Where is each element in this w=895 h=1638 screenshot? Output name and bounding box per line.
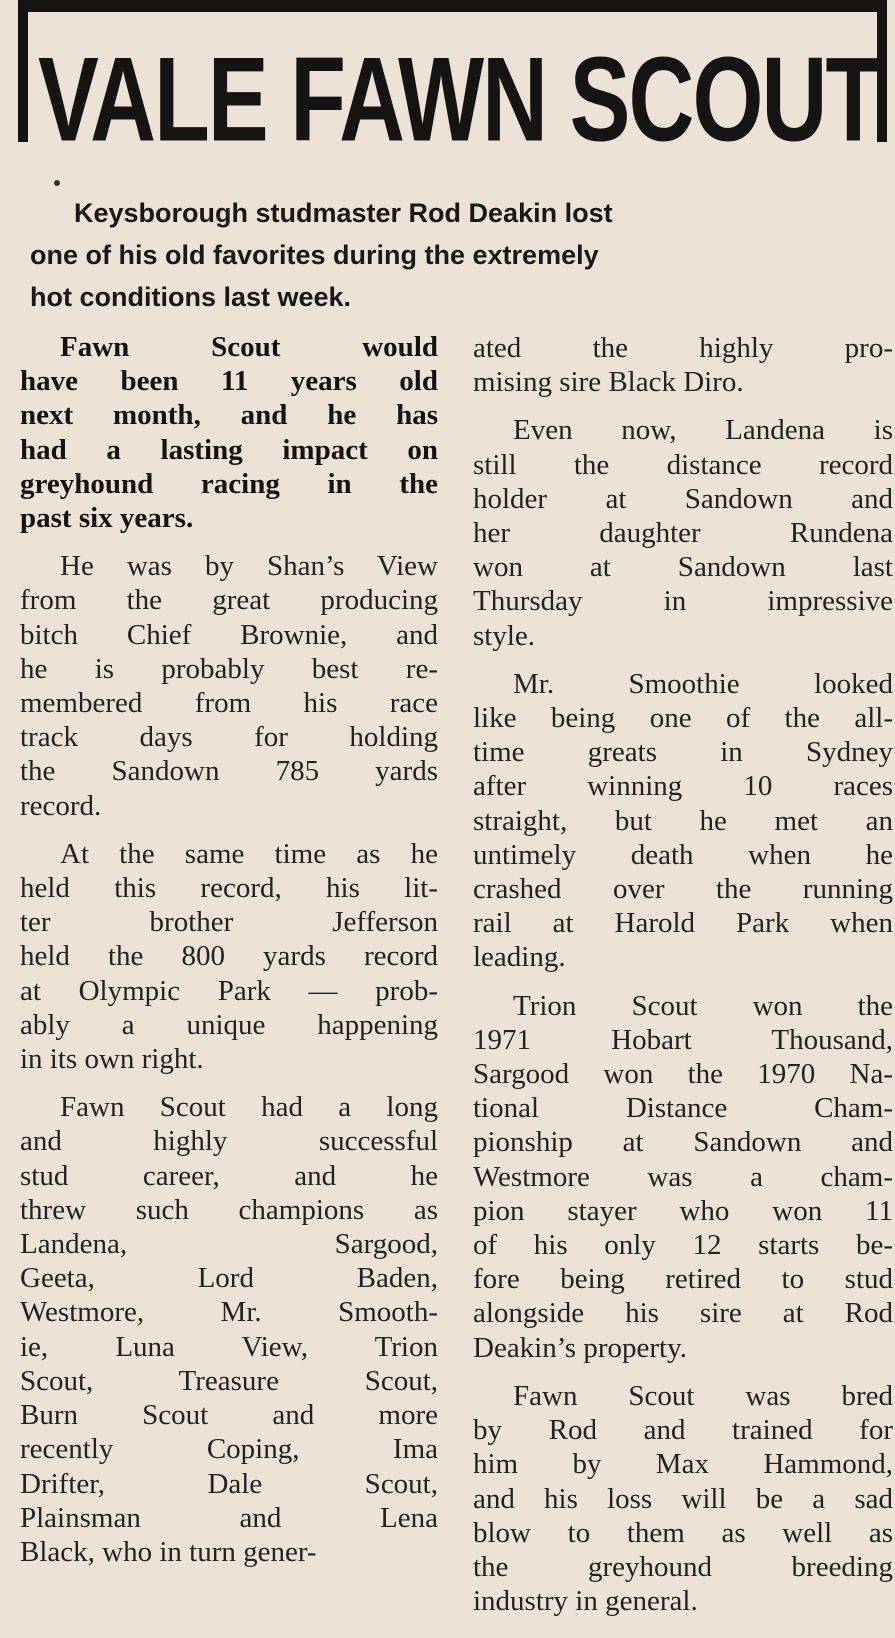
- text-line: ter brother Jefferson: [20, 906, 438, 939]
- text-line: stud career, and he: [20, 1159, 438, 1192]
- text-line: style.: [473, 619, 536, 652]
- text-line: blow to them as well as: [473, 1516, 893, 1549]
- text-line: industry in general.: [473, 1585, 698, 1618]
- text-line: next month, and he has: [20, 399, 438, 432]
- intro-line: one of his old favorites during the extremely: [30, 240, 599, 270]
- text-line: Drifter, Dale Scout,: [20, 1467, 438, 1500]
- text-line: the greyhound breeding: [473, 1550, 893, 1583]
- text-line: like being one of the all-: [473, 702, 893, 735]
- text-line: At the same time as he: [60, 837, 438, 870]
- text-line: past six years.: [20, 502, 194, 535]
- paragraph-gap: [473, 653, 893, 667]
- right-column: [473, 331, 893, 1618]
- text-line: Scout, Treasure Scout,: [20, 1364, 438, 1397]
- text-line: won at Sandown last: [473, 551, 893, 584]
- paragraph: [473, 413, 893, 652]
- text-line: from the great producing: [20, 584, 438, 617]
- paragraph-gap: [473, 399, 893, 413]
- paragraph: [473, 331, 893, 399]
- text-line: Fawn Scout had a long: [60, 1091, 438, 1124]
- paragraph-gap: [20, 535, 438, 549]
- headline: VALE FAWN SCOUT: [38, 32, 880, 167]
- text-line: held this record, his lit-: [20, 872, 438, 905]
- text-line: Fawn Scout was bred: [513, 1379, 893, 1412]
- text-line: ie, Luna View, Trion: [20, 1330, 438, 1363]
- text-line: Burn Scout and more: [20, 1399, 438, 1432]
- text-line: untimely death when he: [473, 838, 893, 871]
- text-line: tional Distance Cham-: [473, 1092, 893, 1125]
- paragraph: [20, 837, 438, 1076]
- bullet-dot: [54, 180, 60, 186]
- text-line: Thursday in impressive: [473, 585, 893, 618]
- text-line: 1971 Hobart Thousand,: [473, 1023, 893, 1056]
- text-line: straight, but he met an: [473, 804, 893, 837]
- text-line: Landena, Sargood,: [20, 1228, 438, 1261]
- text-line: and highly successful: [20, 1125, 438, 1158]
- intro-line: hot conditions last week.: [30, 282, 352, 312]
- text-line: the Sandown 785 yards: [20, 755, 438, 788]
- text-line: of his only 12 starts be-: [473, 1229, 893, 1262]
- paragraph: [20, 330, 438, 535]
- text-line: pionship at Sandown and: [473, 1126, 893, 1159]
- text-line: ably a unique happening: [20, 1008, 438, 1041]
- text-line: still the distance record: [473, 448, 893, 481]
- text-line: bitch Chief Brownie, and: [20, 618, 438, 651]
- text-line: and his loss will be a sad: [473, 1482, 893, 1515]
- text-line: crashed over the running: [473, 873, 893, 906]
- text-line: he is probably best re-: [20, 652, 438, 685]
- text-line: Westmore was a cham-: [473, 1160, 893, 1193]
- text-line: track days for holding: [20, 721, 438, 754]
- text-line: Plainsman and Lena: [20, 1501, 438, 1534]
- text-line: Deakin’s property.: [473, 1331, 687, 1364]
- text-line: Fawn Scout would: [60, 331, 438, 363]
- text-line: holder at Sandown and: [473, 482, 893, 515]
- paragraph-gap: [473, 1365, 893, 1379]
- text-line: Black, who in turn gener-: [20, 1535, 317, 1568]
- paragraph: [473, 1379, 893, 1618]
- paragraph: [20, 1090, 438, 1569]
- paragraph: [473, 989, 893, 1365]
- text-line: ated the highly pro-: [473, 332, 893, 364]
- intro-line: Keysborough studmaster Rod Deakin lost: [74, 198, 613, 228]
- text-line: in its own right.: [20, 1043, 204, 1076]
- text-line: Trion Scout won the: [513, 989, 893, 1022]
- text-line: after winning 10 races: [473, 770, 893, 803]
- text-line: rail at Harold Park when: [473, 907, 893, 940]
- text-line: him by Max Hammond,: [473, 1448, 893, 1481]
- text-line: Geeta, Lord Baden,: [20, 1262, 438, 1295]
- text-line: Sargood won the 1970 Na-: [473, 1058, 893, 1091]
- text-line: had a lasting impact on: [20, 433, 438, 466]
- paragraph: [473, 667, 893, 975]
- paragraph-gap: [473, 975, 893, 989]
- text-line: have been 11 years old: [20, 365, 438, 398]
- text-line: He was by Shan’s View: [60, 550, 438, 583]
- left-column: [20, 330, 438, 1569]
- paragraph: [20, 549, 438, 823]
- text-line: greyhound racing in the: [20, 467, 438, 500]
- intro-paragraph: [30, 192, 875, 318]
- text-line: Westmore, Mr. Smooth-: [20, 1296, 438, 1329]
- text-line: membered from his race: [20, 687, 438, 720]
- text-line: time greats in Sydney: [473, 736, 893, 769]
- text-line: threw such champions as: [20, 1193, 438, 1226]
- text-line: Even now, Landena is: [513, 414, 893, 447]
- text-line: held the 800 yards record: [20, 940, 438, 973]
- text-line: pion stayer who won 11: [473, 1194, 893, 1227]
- text-line: alongside his sire at Rod: [473, 1297, 893, 1330]
- text-line: leading.: [473, 941, 566, 974]
- text-line: her daughter Rundena: [473, 517, 893, 550]
- text-line: recently Coping, Ima: [20, 1433, 438, 1466]
- paragraph-gap: [20, 823, 438, 837]
- text-line: Mr. Smoothie looked: [513, 667, 893, 700]
- paragraph-gap: [20, 1076, 438, 1090]
- text-line: record.: [20, 789, 102, 822]
- text-line: at Olympic Park — prob-: [20, 974, 438, 1007]
- text-line: fore being retired to stud: [473, 1263, 893, 1296]
- text-line: mising sire Black Diro.: [473, 366, 744, 399]
- text-line: by Rod and trained for: [473, 1414, 893, 1447]
